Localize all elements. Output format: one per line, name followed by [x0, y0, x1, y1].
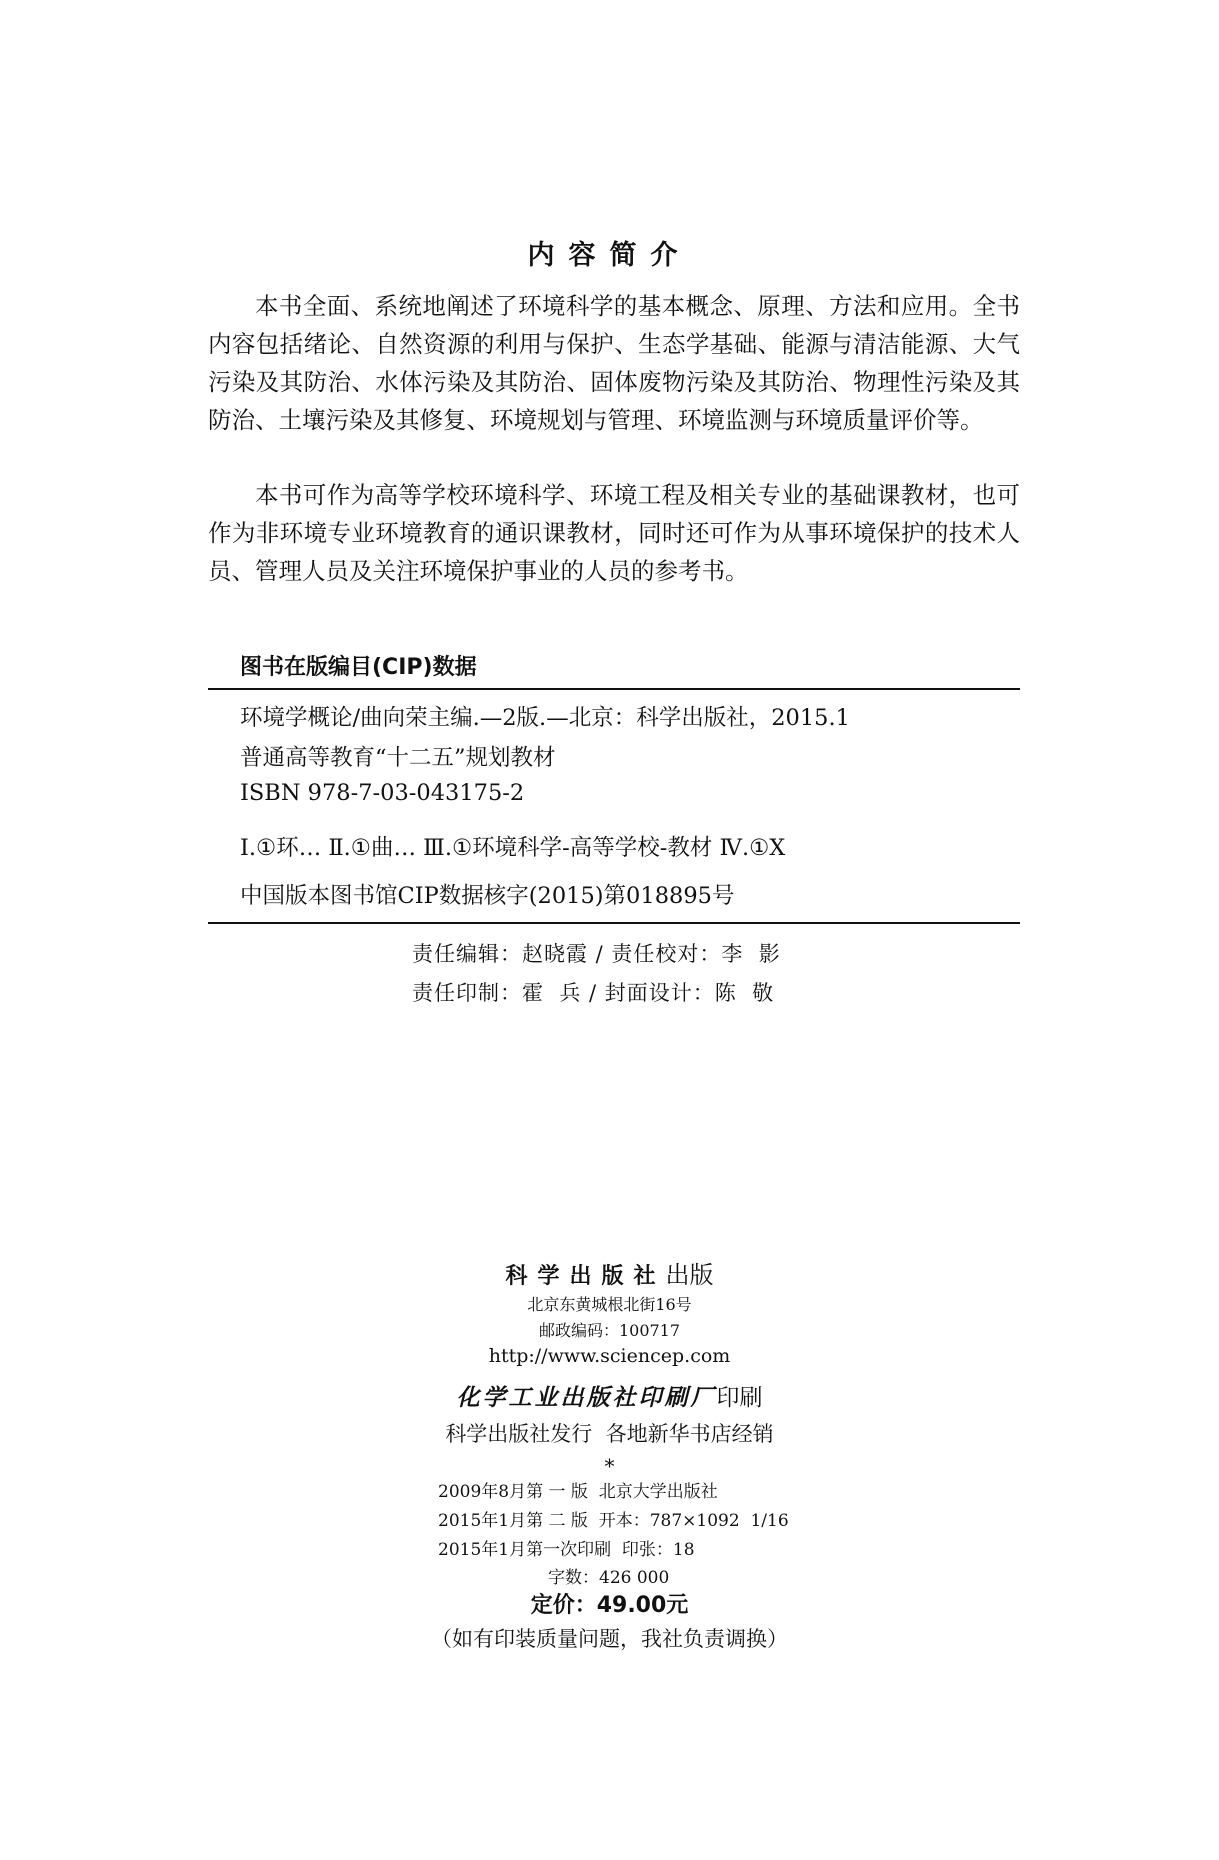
- edition-line-3: 2015年1月第一次印刷 印张：18: [438, 1540, 695, 1560]
- price: 定价：49.00元: [530, 1593, 689, 1618]
- intro-paragraph-2: 本书可作为高等学校环境科学、环境工程及相关专业的基础课教材，也可作为非环境专业环境教育的通识课教材，同时还可作为从事环境保护的技术人员、管理人员及关注环境保护事业的人员的参考书。: [208, 481, 1020, 585]
- credits-line-2: 责任印制：霍 兵 / 封面设计：陈 敬: [412, 981, 775, 1005]
- publish-suffix: 出版: [665, 1261, 714, 1289]
- edition-line-2: 2015年1月第 二 版 开本：787×1092 1/16: [438, 1511, 789, 1531]
- printer-line: [0, 1379, 1219, 1412]
- cip-isbn-line: ISBN 978-7-03-043175-2: [240, 780, 525, 806]
- quality-notice: （如有印装质量问题，我社负责调换）: [431, 1627, 788, 1651]
- distribution-line: 科学出版社发行 各地新华书店经销: [445, 1422, 774, 1446]
- printer-name: 化学工业出版社印刷厂: [456, 1384, 717, 1411]
- word-count: 字数：426 000: [548, 1568, 670, 1588]
- cip-top-rule: [208, 688, 1020, 690]
- publisher-url: http://www.sciencep.com: [488, 1345, 731, 1367]
- edition-line-1: 2009年8月第 一 版 北京大学出版社: [438, 1482, 718, 1502]
- separator-star: *: [604, 1454, 615, 1478]
- cip-heading: 图书在版编目(CIP)数据: [240, 655, 477, 680]
- publisher-line: [0, 1255, 1219, 1290]
- postcode: 邮政编码：100717: [538, 1321, 681, 1340]
- intro-paragraph-1: 本书全面、系统地阐述了环境科学的基本概念、原理、方法和应用。全书内容包括绪论、自然资源的利用与保护、生态学基础、能源与清洁能源、大气污染及其防治、水体污染及其防治、固体废物污染及其防治、物理性污染及其防治、土壤污染及其修复、环境规划与管理、环境监测与环境质量评价等。: [208, 292, 1020, 434]
- publisher-address: 北京东黄城根北街16号: [527, 1295, 692, 1314]
- cip-series-line: 普通高等教育“十二五”规划教材: [240, 745, 556, 771]
- print-suffix: 印刷: [716, 1385, 763, 1411]
- cip-record-line: 中国版本图书馆CIP数据核字(2015)第018895号: [240, 883, 735, 909]
- cip-bottom-rule: [208, 922, 1020, 924]
- cip-title-line: 环境学概论/曲向荣主编.—2版.—北京：科学出版社，2015.1: [240, 705, 850, 731]
- credits-line-1: 责任编辑：赵晓霞 / 责任校对：李 影: [412, 942, 781, 966]
- cip-subject-line: Ⅰ.①环… Ⅱ.①曲… Ⅲ.①环境科学-高等学校-教材 Ⅳ.①X: [240, 835, 786, 861]
- intro-title: 内容简介: [527, 240, 692, 271]
- publisher-name: 科学出版社: [505, 1263, 666, 1289]
